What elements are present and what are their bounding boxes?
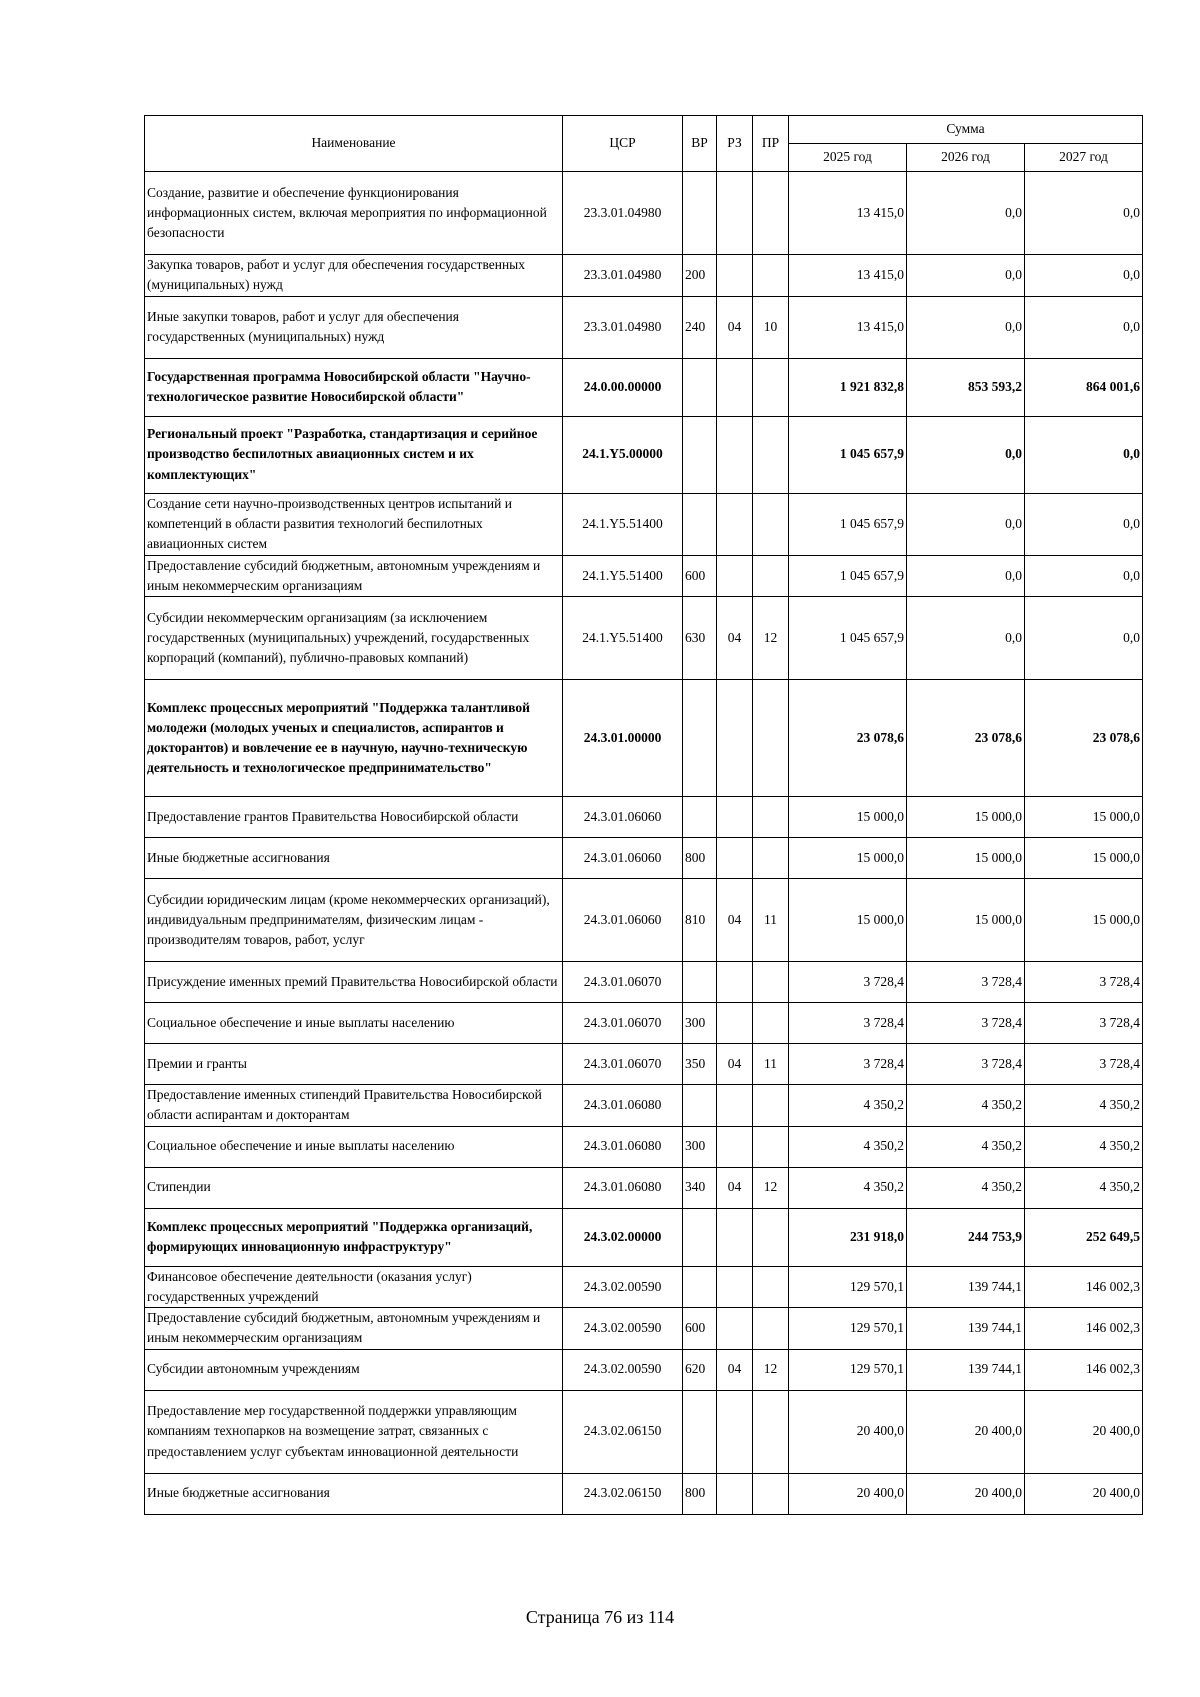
row-sum-2027: 3 728,4 [1025, 1003, 1143, 1044]
row-pr: 11 [753, 1044, 789, 1085]
table-row [145, 1126, 1143, 1167]
row-csr: 24.3.01.06080 [563, 1126, 683, 1167]
row-sum-2026: 4 350,2 [907, 1126, 1025, 1167]
row-rz [717, 1003, 753, 1044]
row-vr: 800 [683, 1473, 717, 1514]
row-rz [717, 680, 753, 797]
row-csr: 24.3.01.06060 [563, 797, 683, 838]
row-name: Социальное обеспечение и иные выплаты населению [145, 1126, 563, 1167]
row-sum-2025: 13 415,0 [789, 296, 907, 358]
row-rz [717, 172, 753, 255]
row-csr: 24.3.01.06080 [563, 1085, 683, 1127]
row-sum-2025: 129 570,1 [789, 1266, 907, 1308]
row-sum-2027: 0,0 [1025, 597, 1143, 680]
row-vr: 240 [683, 296, 717, 358]
row-vr: 300 [683, 1003, 717, 1044]
row-sum-2025: 15 000,0 [789, 879, 907, 962]
row-pr [753, 416, 789, 493]
table-row [145, 1266, 1143, 1308]
row-sum-2027: 0,0 [1025, 493, 1143, 555]
row-vr [683, 680, 717, 797]
row-sum-2026: 4 350,2 [907, 1167, 1025, 1208]
row-name: Иные закупки товаров, работ и услуг для обеспечения государственных (муниципальных) нужд [145, 296, 563, 358]
row-vr [683, 1266, 717, 1308]
table-row [145, 1208, 1143, 1266]
row-sum-2026: 139 744,1 [907, 1308, 1025, 1350]
row-sum-2026: 0,0 [907, 493, 1025, 555]
row-sum-2026: 3 728,4 [907, 1003, 1025, 1044]
row-name: Присуждение именных премий Правительства Новосибирской области [145, 962, 563, 1003]
row-pr [753, 680, 789, 797]
row-vr [683, 493, 717, 555]
header-year-2027: 2027 год [1025, 144, 1143, 172]
row-sum-2026: 15 000,0 [907, 879, 1025, 962]
header-year-2026: 2026 год [907, 144, 1025, 172]
row-csr: 24.1.Y5.51400 [563, 493, 683, 555]
row-name: Субсидии автономным учреждениям [145, 1349, 563, 1390]
table-row [145, 838, 1143, 879]
row-sum-2025: 231 918,0 [789, 1208, 907, 1266]
table-row [145, 493, 1143, 555]
row-sum-2026: 15 000,0 [907, 838, 1025, 879]
row-pr [753, 172, 789, 255]
row-vr [683, 1085, 717, 1127]
table-row [145, 1349, 1143, 1390]
row-sum-2026: 0,0 [907, 416, 1025, 493]
row-pr [753, 358, 789, 416]
row-sum-2027: 0,0 [1025, 555, 1143, 597]
row-csr: 24.3.01.06070 [563, 1044, 683, 1085]
row-pr [753, 1390, 789, 1473]
row-csr: 24.3.01.06080 [563, 1167, 683, 1208]
row-rz [717, 255, 753, 297]
row-sum-2025: 15 000,0 [789, 838, 907, 879]
row-sum-2026: 139 744,1 [907, 1349, 1025, 1390]
row-sum-2026: 4 350,2 [907, 1085, 1025, 1127]
row-sum-2025: 129 570,1 [789, 1349, 907, 1390]
row-pr [753, 1003, 789, 1044]
row-sum-2026: 15 000,0 [907, 797, 1025, 838]
row-sum-2027: 0,0 [1025, 296, 1143, 358]
table-row [145, 1390, 1143, 1473]
row-name: Иные бюджетные ассигнования [145, 1473, 563, 1514]
table-row [145, 1003, 1143, 1044]
row-sum-2027: 20 400,0 [1025, 1390, 1143, 1473]
row-csr: 24.3.02.00590 [563, 1308, 683, 1350]
header-csr: ЦСР [563, 116, 683, 172]
row-rz [717, 1266, 753, 1308]
row-vr [683, 358, 717, 416]
row-csr: 24.3.01.06060 [563, 838, 683, 879]
row-csr: 24.3.01.06070 [563, 1003, 683, 1044]
row-csr: 24.1.Y5.00000 [563, 416, 683, 493]
row-sum-2027: 15 000,0 [1025, 838, 1143, 879]
row-rz [717, 962, 753, 1003]
row-sum-2026: 3 728,4 [907, 962, 1025, 1003]
row-vr: 200 [683, 255, 717, 297]
row-pr [753, 555, 789, 597]
row-vr: 350 [683, 1044, 717, 1085]
row-sum-2027: 4 350,2 [1025, 1085, 1143, 1127]
row-sum-2025: 1 045 657,9 [789, 416, 907, 493]
row-sum-2027: 23 078,6 [1025, 680, 1143, 797]
row-sum-2027: 15 000,0 [1025, 797, 1143, 838]
row-sum-2025: 3 728,4 [789, 1003, 907, 1044]
row-csr: 23.3.01.04980 [563, 296, 683, 358]
row-name: Субсидии юридическим лицам (кроме некоммерческих организаций), индивидуальным предпринимателям, физическим лицам - производителям товаров, работ, услуг [145, 879, 563, 962]
row-pr: 12 [753, 1167, 789, 1208]
row-csr: 24.3.02.00590 [563, 1349, 683, 1390]
row-name: Создание, развитие и обеспечение функционирования информационных систем, включая мероприятия по информационной безопасности [145, 172, 563, 255]
row-sum-2025: 13 415,0 [789, 172, 907, 255]
row-pr [753, 1473, 789, 1514]
table-row [145, 1167, 1143, 1208]
row-name: Предоставление именных стипендий Правительства Новосибирской области аспирантам и докторантам [145, 1085, 563, 1127]
header-year-2025: 2025 год [789, 144, 907, 172]
row-rz [717, 1126, 753, 1167]
table-row [145, 1044, 1143, 1085]
row-rz [717, 1473, 753, 1514]
row-sum-2025: 129 570,1 [789, 1308, 907, 1350]
row-pr [753, 1208, 789, 1266]
row-pr: 10 [753, 296, 789, 358]
row-sum-2025: 4 350,2 [789, 1167, 907, 1208]
row-sum-2027: 0,0 [1025, 416, 1143, 493]
row-rz [717, 1308, 753, 1350]
table-row [145, 879, 1143, 962]
row-rz: 04 [717, 597, 753, 680]
header-vr: ВР [683, 116, 717, 172]
row-sum-2027: 3 728,4 [1025, 962, 1143, 1003]
row-sum-2025: 1 045 657,9 [789, 555, 907, 597]
table-row [145, 597, 1143, 680]
header-sum: Сумма [789, 116, 1143, 144]
row-sum-2025: 4 350,2 [789, 1085, 907, 1127]
row-rz: 04 [717, 1349, 753, 1390]
table-row [145, 172, 1143, 255]
row-sum-2026: 3 728,4 [907, 1044, 1025, 1085]
row-sum-2027: 0,0 [1025, 255, 1143, 297]
row-sum-2026: 0,0 [907, 255, 1025, 297]
row-vr [683, 962, 717, 1003]
row-sum-2026: 139 744,1 [907, 1266, 1025, 1308]
budget-table [144, 115, 1143, 1515]
row-sum-2025: 13 415,0 [789, 255, 907, 297]
row-name: Финансовое обеспечение деятельности (оказания услуг) государственных учреждений [145, 1266, 563, 1308]
row-name: Региональный проект "Разработка, стандартизация и серийное производство беспилотных авиационных систем и их комплектующих" [145, 416, 563, 493]
row-sum-2026: 20 400,0 [907, 1473, 1025, 1514]
row-sum-2027: 252 649,5 [1025, 1208, 1143, 1266]
row-rz [717, 1085, 753, 1127]
row-csr: 24.3.02.00590 [563, 1266, 683, 1308]
row-sum-2025: 4 350,2 [789, 1126, 907, 1167]
row-sum-2025: 1 045 657,9 [789, 493, 907, 555]
row-csr: 24.0.00.00000 [563, 358, 683, 416]
header-rz: РЗ [717, 116, 753, 172]
row-name: Премии и гранты [145, 1044, 563, 1085]
row-pr [753, 1308, 789, 1350]
row-pr [753, 255, 789, 297]
row-name: Комплекс процессных мероприятий "Поддержка организаций, формирующих инновационную инфраструктуру" [145, 1208, 563, 1266]
row-vr: 340 [683, 1167, 717, 1208]
row-rz: 04 [717, 1044, 753, 1085]
table-header [145, 116, 1143, 172]
row-rz [717, 416, 753, 493]
row-sum-2027: 4 350,2 [1025, 1167, 1143, 1208]
row-sum-2025: 15 000,0 [789, 797, 907, 838]
table-row [145, 416, 1143, 493]
row-csr: 23.3.01.04980 [563, 255, 683, 297]
row-sum-2027: 146 002,3 [1025, 1266, 1143, 1308]
row-name: Социальное обеспечение и иные выплаты населению [145, 1003, 563, 1044]
table-row [145, 1473, 1143, 1514]
row-vr [683, 1390, 717, 1473]
row-name: Создание сети научно-производственных центров испытаний и компетенций в области развития технологий беспилотных авиационных систем [145, 493, 563, 555]
row-sum-2026: 23 078,6 [907, 680, 1025, 797]
row-csr: 24.3.02.06150 [563, 1390, 683, 1473]
row-sum-2025: 1 045 657,9 [789, 597, 907, 680]
row-name: Закупка товаров, работ и услуг для обеспечения государственных (муниципальных) нужд [145, 255, 563, 297]
row-name: Иные бюджетные ассигнования [145, 838, 563, 879]
row-rz [717, 797, 753, 838]
row-rz: 04 [717, 296, 753, 358]
row-vr [683, 797, 717, 838]
row-name: Государственная программа Новосибирской области "Научно-технологическое развитие Новосибирской области" [145, 358, 563, 416]
row-sum-2027: 3 728,4 [1025, 1044, 1143, 1085]
row-sum-2026: 244 753,9 [907, 1208, 1025, 1266]
row-csr: 24.3.01.06070 [563, 962, 683, 1003]
row-csr: 23.3.01.04980 [563, 172, 683, 255]
table-row [145, 255, 1143, 297]
row-rz [717, 1390, 753, 1473]
row-pr: 11 [753, 879, 789, 962]
row-sum-2025: 20 400,0 [789, 1473, 907, 1514]
row-csr: 24.3.02.06150 [563, 1473, 683, 1514]
row-csr: 24.3.01.06060 [563, 879, 683, 962]
row-rz [717, 1208, 753, 1266]
row-pr [753, 493, 789, 555]
row-sum-2026: 0,0 [907, 172, 1025, 255]
table-row [145, 1308, 1143, 1350]
row-csr: 24.1.Y5.51400 [563, 597, 683, 680]
row-sum-2027: 146 002,3 [1025, 1308, 1143, 1350]
table-body [145, 172, 1143, 1515]
row-rz: 04 [717, 879, 753, 962]
row-vr: 630 [683, 597, 717, 680]
row-vr: 620 [683, 1349, 717, 1390]
row-name: Стипендии [145, 1167, 563, 1208]
row-sum-2027: 15 000,0 [1025, 879, 1143, 962]
table-row [145, 296, 1143, 358]
row-sum-2026: 853 593,2 [907, 358, 1025, 416]
row-sum-2026: 0,0 [907, 296, 1025, 358]
row-vr: 810 [683, 879, 717, 962]
row-csr: 24.3.02.00000 [563, 1208, 683, 1266]
row-vr: 600 [683, 555, 717, 597]
row-sum-2027: 0,0 [1025, 172, 1143, 255]
row-sum-2025: 20 400,0 [789, 1390, 907, 1473]
row-vr [683, 416, 717, 493]
row-name: Предоставление мер государственной поддержки управляющим компаниям технопарков на возмещение затрат, связанных с предоставлением услуг субъектам инновационной деятельности [145, 1390, 563, 1473]
row-pr [753, 797, 789, 838]
header-name: Наименование [145, 116, 563, 172]
row-sum-2027: 20 400,0 [1025, 1473, 1143, 1514]
row-rz: 04 [717, 1167, 753, 1208]
row-pr [753, 962, 789, 1003]
row-pr [753, 1085, 789, 1127]
table-row [145, 1085, 1143, 1127]
row-vr: 600 [683, 1308, 717, 1350]
row-rz [717, 493, 753, 555]
row-name: Комплекс процессных мероприятий "Поддержка талантливой молодежи (молодых ученых и специалистов, аспирантов и докторантов) и вовлечение ее в научную, научно-техническую деятельность и технологическое предпринимательство" [145, 680, 563, 797]
row-sum-2025: 23 078,6 [789, 680, 907, 797]
row-sum-2026: 20 400,0 [907, 1390, 1025, 1473]
row-name: Субсидии некоммерческим организациям (за исключением государственных (муниципальных) учреждений, государственных корпораций (компаний), публично-правовых компаний) [145, 597, 563, 680]
row-pr [753, 1126, 789, 1167]
row-sum-2027: 4 350,2 [1025, 1126, 1143, 1167]
row-pr: 12 [753, 597, 789, 680]
table-row [145, 797, 1143, 838]
row-vr [683, 172, 717, 255]
row-pr [753, 838, 789, 879]
row-sum-2025: 3 728,4 [789, 1044, 907, 1085]
row-name: Предоставление грантов Правительства Новосибирской области [145, 797, 563, 838]
page-number: Страница 76 из 114 [525, 1607, 675, 1627]
row-sum-2026: 0,0 [907, 555, 1025, 597]
row-sum-2025: 1 921 832,8 [789, 358, 907, 416]
row-sum-2027: 146 002,3 [1025, 1349, 1143, 1390]
row-pr [753, 1266, 789, 1308]
row-vr [683, 1208, 717, 1266]
row-csr: 24.3.01.00000 [563, 680, 683, 797]
row-sum-2025: 3 728,4 [789, 962, 907, 1003]
row-rz [717, 555, 753, 597]
row-csr: 24.1.Y5.51400 [563, 555, 683, 597]
row-sum-2027: 864 001,6 [1025, 358, 1143, 416]
row-rz [717, 358, 753, 416]
row-rz [717, 838, 753, 879]
table-row [145, 358, 1143, 416]
row-name: Предоставление субсидий бюджетным, автономным учреждениям и иным некоммерческим организациям [145, 555, 563, 597]
table-row [145, 680, 1143, 797]
row-pr: 12 [753, 1349, 789, 1390]
header-pr: ПР [753, 116, 789, 172]
row-vr: 300 [683, 1126, 717, 1167]
row-sum-2026: 0,0 [907, 597, 1025, 680]
row-name: Предоставление субсидий бюджетным, автономным учреждениям и иным некоммерческим организациям [145, 1308, 563, 1350]
row-vr: 800 [683, 838, 717, 879]
table-row [145, 962, 1143, 1003]
table-row [145, 555, 1143, 597]
